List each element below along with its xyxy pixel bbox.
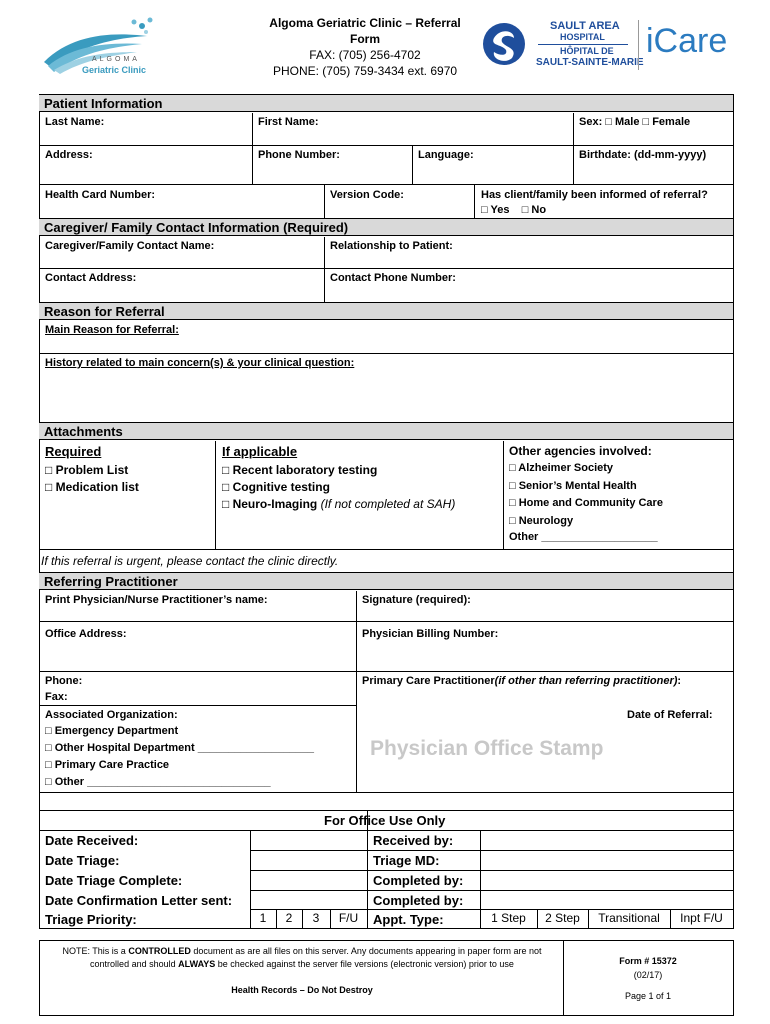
clinic-fax: FAX: (705) 256-4702 bbox=[309, 48, 421, 62]
primary-care-text: Primary Care Practitioner bbox=[362, 675, 495, 687]
informed-checkboxes[interactable]: □ Yes □ No bbox=[481, 204, 547, 216]
neurology-checkbox[interactable]: □ Neurology bbox=[509, 515, 574, 527]
practitioner-name-label[interactable]: Print Physician/Nurse Practitioner’s name: bbox=[45, 594, 268, 606]
birthdate-label[interactable]: Birthdate: (dd-mm-yyyy) bbox=[579, 149, 707, 161]
date-received-label[interactable]: Date Received: bbox=[45, 833, 139, 848]
appt-type-label: Appt. Type: bbox=[373, 912, 444, 927]
triage-priority-label: Triage Priority: bbox=[45, 912, 137, 927]
practitioner-phone-label[interactable]: Phone: bbox=[45, 675, 83, 687]
clinic-title-1: Algoma Geriatric Clinic – Referral bbox=[269, 16, 461, 30]
appt-inpt-fu[interactable]: Inpt F/U bbox=[680, 911, 723, 925]
priority-1[interactable]: 1 bbox=[259, 911, 267, 925]
relationship-label[interactable]: Relationship to Patient: bbox=[330, 240, 453, 252]
health-card-label[interactable]: Health Card Number: bbox=[45, 189, 156, 201]
appt-transitional[interactable]: Transitional bbox=[598, 911, 660, 925]
main-reason-label[interactable]: Main Reason for Referral: bbox=[45, 324, 179, 336]
primary-care-colon: : bbox=[677, 675, 682, 687]
form-date: (02/17) bbox=[633, 970, 663, 980]
other-agency-field[interactable]: Other ___________________ bbox=[509, 531, 658, 543]
footer-note-mid: document as are all files on this server. Any documents appearing in paper form are not controlled and should bbox=[90, 946, 542, 969]
sah-text-1: SAULT AREA bbox=[550, 20, 620, 32]
urgent-note: If this referral is urgent, please contact the clinic directly. bbox=[41, 554, 339, 568]
appt-1-step[interactable]: 1 Step bbox=[491, 911, 526, 925]
appt-2-step[interactable]: 2 Step bbox=[545, 911, 580, 925]
health-records-note: Health Records – Do Not Destroy bbox=[231, 985, 373, 995]
triage-md-label[interactable]: Triage MD: bbox=[373, 853, 440, 868]
other-org-checkbox[interactable]: □ Other ______________________________ bbox=[45, 776, 271, 788]
practitioner-fax-label[interactable]: Fax: bbox=[45, 691, 68, 703]
attachments-section-title: Attachments bbox=[39, 422, 733, 440]
contact-phone-label[interactable]: Contact Phone Number: bbox=[330, 272, 456, 284]
home-care-checkbox[interactable]: □ Home and Community Care bbox=[509, 497, 663, 509]
signature-label[interactable]: Signature (required): bbox=[362, 594, 471, 606]
neuro-imaging-label: □ Neuro-Imaging bbox=[222, 497, 318, 511]
priority-fu[interactable]: F/U bbox=[338, 911, 359, 925]
lab-testing-checkbox[interactable]: □ Recent laboratory testing bbox=[222, 463, 378, 477]
patient-section-title: Patient Information bbox=[39, 94, 733, 112]
logo-separator bbox=[638, 20, 639, 70]
form-number: Form # 15372 bbox=[619, 956, 677, 966]
alzheimer-checkbox[interactable]: □ Alzheimer Society bbox=[509, 462, 614, 474]
date-triage-complete-label[interactable]: Date Triage Complete: bbox=[45, 873, 183, 888]
sah-text-3: HÔPITAL DE bbox=[560, 46, 614, 56]
date-triage-label[interactable]: Date Triage: bbox=[45, 853, 120, 868]
footer-note-pre: NOTE: This is a bbox=[62, 946, 129, 956]
medication-list-checkbox[interactable]: □ Medication list bbox=[45, 480, 139, 494]
page-number: Page 1 of 1 bbox=[624, 991, 672, 1001]
neuro-imaging-note: (If not completed at SAH) bbox=[320, 497, 456, 511]
algoma-logo-text-2: Geriatric Clinic bbox=[82, 65, 147, 75]
footer-note-post: be checked against the server file versions (electronic version) prior to use bbox=[215, 959, 514, 969]
algoma-logo-text-1: ALGOMA bbox=[92, 56, 140, 63]
date-of-referral-label[interactable]: Date of Referral: bbox=[627, 709, 713, 721]
primary-care-label[interactable] bbox=[362, 675, 681, 687]
physician-stamp-placeholder: Physician Office Stamp bbox=[370, 737, 604, 760]
footer-note-always: ALWAYS bbox=[178, 959, 216, 969]
mental-health-checkbox[interactable]: □ Senior’s Mental Health bbox=[509, 480, 637, 492]
practitioner-section-title: Referring Practitioner bbox=[39, 572, 733, 590]
clinic-title-2: Form bbox=[350, 32, 380, 46]
problem-list-checkbox[interactable]: □ Problem List bbox=[45, 463, 129, 477]
applicable-heading: If applicable bbox=[222, 444, 298, 459]
sah-text-2: HOSPITAL bbox=[560, 32, 605, 42]
caregiver-section-title: Caregiver/ Family Contact Information (Required) bbox=[39, 218, 733, 236]
completed-by-label-2[interactable]: Completed by: bbox=[373, 893, 464, 908]
phone-number-label[interactable]: Phone Number: bbox=[258, 149, 340, 161]
history-label[interactable]: History related to main concern(s) & your clinical question: bbox=[45, 357, 355, 369]
language-label[interactable]: Language: bbox=[418, 149, 474, 161]
agencies-heading: Other agencies involved: bbox=[509, 444, 652, 458]
reason-section-title: Reason for Referral bbox=[39, 302, 733, 320]
contact-address-label[interactable]: Contact Address: bbox=[45, 272, 137, 284]
sah-text-4: SAULT-SAINTE-MARIE bbox=[536, 57, 644, 68]
priority-3[interactable]: 3 bbox=[312, 911, 320, 925]
cognitive-testing-checkbox[interactable]: □ Cognitive testing bbox=[222, 480, 330, 494]
neuro-imaging-checkbox[interactable] bbox=[222, 497, 455, 511]
last-name-label[interactable]: Last Name: bbox=[45, 116, 105, 128]
office-use-title: For Office Use Only bbox=[324, 813, 446, 828]
footer-note-controlled: CONTROLLED bbox=[128, 946, 191, 956]
first-name-label[interactable]: First Name: bbox=[258, 116, 319, 128]
required-heading: Required bbox=[45, 444, 102, 459]
date-confirmation-label[interactable]: Date Confirmation Letter sent: bbox=[45, 893, 233, 908]
billing-number-label[interactable]: Physician Billing Number: bbox=[362, 628, 499, 640]
office-address-label[interactable]: Office Address: bbox=[45, 628, 127, 640]
primary-care-practice-checkbox[interactable]: □ Primary Care Practice bbox=[45, 759, 170, 771]
completed-by-label-1[interactable]: Completed by: bbox=[373, 873, 464, 888]
sex-checkboxes[interactable]: Sex: □ Male □ Female bbox=[579, 116, 691, 128]
informed-question: Has client/family been informed of referral? bbox=[481, 189, 708, 201]
emergency-dept-checkbox[interactable]: □ Emergency Department bbox=[45, 725, 179, 737]
address-label[interactable]: Address: bbox=[45, 149, 93, 161]
assoc-org-label: Associated Organization: bbox=[45, 709, 178, 721]
primary-care-note: (if other than referring practitioner) bbox=[494, 675, 678, 687]
icare-logo: iCare bbox=[646, 22, 728, 60]
clinic-phone: PHONE: (705) 759-3434 ext. 6970 bbox=[272, 64, 458, 78]
sah-divider bbox=[538, 44, 628, 45]
version-code-label[interactable]: Version Code: bbox=[330, 189, 404, 201]
frame-right bbox=[733, 94, 734, 929]
footer-note bbox=[52, 945, 552, 971]
other-hospital-dept-checkbox[interactable]: □ Other Hospital Department ___________________ bbox=[45, 742, 314, 754]
caregiver-name-label[interactable]: Caregiver/Family Contact Name: bbox=[45, 240, 215, 252]
priority-2[interactable]: 2 bbox=[285, 911, 293, 925]
received-by-label[interactable]: Received by: bbox=[373, 833, 454, 848]
